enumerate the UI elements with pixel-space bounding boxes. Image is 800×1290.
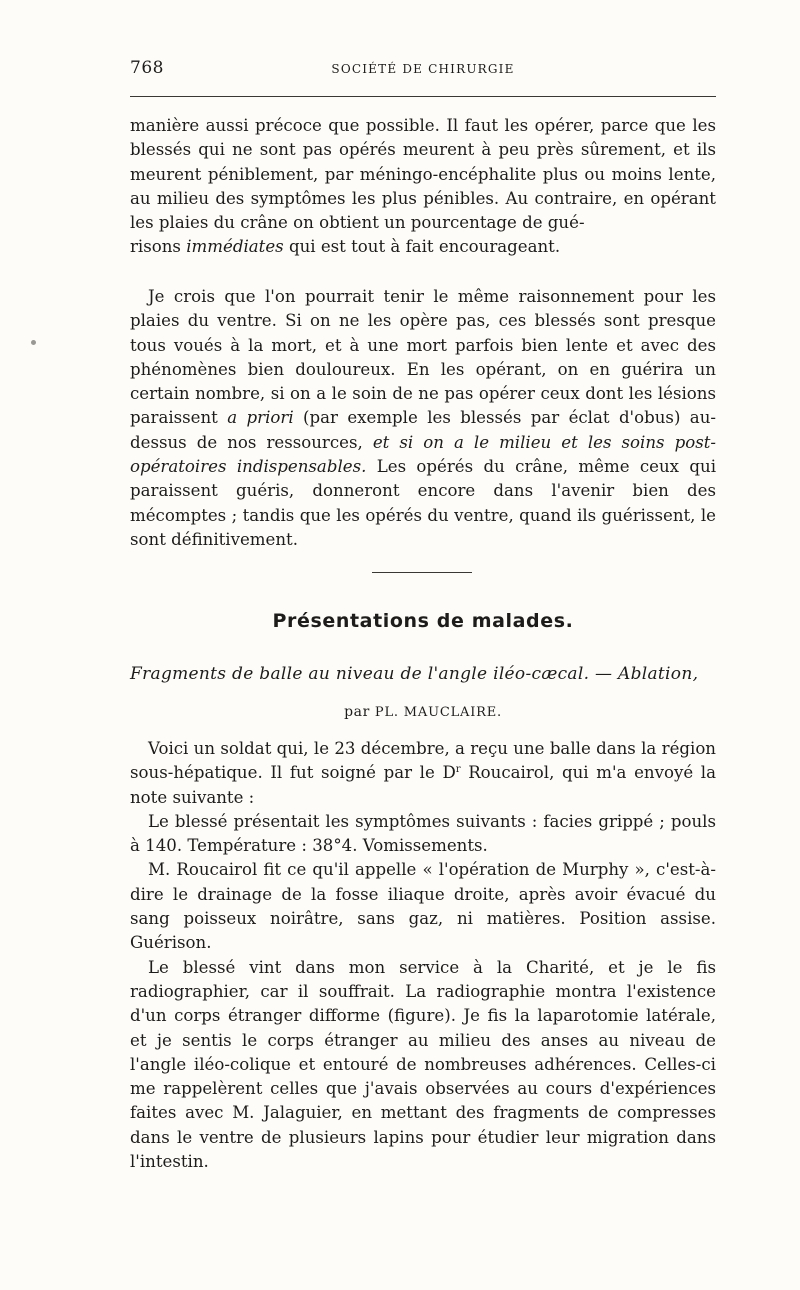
paragraph-1-text	[130, 114, 716, 260]
running-header	[130, 58, 716, 86]
p1-line-6b: qui est tout à fait encourageant.	[283, 237, 561, 257]
header-rule	[130, 96, 716, 97]
p2-text-3: Les opérés du crâne, même ceux qui paraissent guéris, donneront encore dans l'avenir bien des mécomptes ; tandis que les opérés du ventre, quand ils guérissent, le sont définitivement.	[130, 457, 716, 549]
p2-italic-clause: et si on a le milieu et les soins post-opératoires indispensables.	[130, 432, 716, 477]
p1-italic-immediates: immédiates	[186, 237, 284, 257]
paragraph-2	[130, 285, 716, 552]
paragraph-5: M. Roucairol fit ce qu'il appelle « l'opération de Murphy », c'est-à-dire le drainage de la fosse iliaque droite, après avoir évacué du sang poisseux noirâtre, sans gaz, ni matières. Position assise. Guérison.	[130, 860, 716, 953]
running-title: SOCIÉTÉ DE CHIRURGIE	[331, 62, 515, 76]
paragraph-2-text	[130, 285, 716, 552]
paragraph-6: Le blessé vint dans mon service à la Charité, et je le fis radiographier, car il souffrait. La radiographie montra l'existence d'un corps étranger difforme (figure). Je fis la laparotomie latérale, et je sentis le corps étranger au milieu des anses au niveau de l'angle iléo-colique et entouré de nombreuses adhérences. Celles-ci me rappelèrent celles que j'avais observées au cours d'expériences faites avec M. Jalaguier, en mettant des fragments de compresses dans le ventre de plusieurs lapins pour étudier leur migration dans l'intestin.	[130, 957, 716, 1172]
paragraph-3	[130, 737, 716, 810]
p2-text-2: (par exemple les blessés par éclat d'obus) au-dessus de nos ressources,	[130, 408, 716, 452]
byline	[130, 704, 716, 720]
p1-line-4: lente, au milieu des symptômes les plus pénibles. Au contraire,	[130, 164, 716, 208]
paragraph-4: Le blessé présentait les symptômes suivants : facies grippé ; pouls à 140. Température : 38°4. Vomissements.	[130, 811, 716, 856]
p1-line-5: en opérant les plaies du crâne on obtient un pourcentage de gué-	[130, 188, 716, 233]
p3-text-2: Roucairol, qui m'a envoyé la note suivante :	[130, 763, 717, 807]
p2-text-1: Je crois que l'on pourrait tenir le même raisonnement pour les plaies du ventre. Si on ne les opère pas, ces blessés sont presque tous voués à la mort, et à une mort parfois bien lente et avec des phénomènes bien douloureux. En les opérant, on en guérira un certain nombre, si on a le soin de ne pas opérer ceux dont les lésions paraissent	[130, 287, 716, 428]
page-number: 768	[130, 58, 164, 78]
article-body	[130, 737, 716, 1174]
p3-text-1: Voici un soldat qui, le 23 décembre, a reçu une balle dans la région sous-hépatique. Il fut soigné par le D	[130, 739, 716, 783]
p1-line-2: les blessés qui ne sont pas opérés meurent à peu près sûrement, et	[130, 116, 717, 160]
p1-line-6a: risons	[130, 237, 187, 257]
p1-line-1: manière aussi précoce que possible. Il faut les opérer, parce que	[130, 116, 686, 135]
p2-italic-a-priori: a priori	[227, 408, 294, 428]
section-separator-rule	[372, 572, 472, 573]
byline-prefix: par	[344, 704, 375, 720]
article-title: Fragments de balle au niveau de l'angle iléo-cæcal. — Ablation,	[130, 664, 699, 684]
margin-speck	[31, 340, 36, 345]
author-name: PL. MAUCLAIRE.	[374, 705, 502, 720]
p3-sup: r	[455, 764, 461, 776]
paragraph-1	[130, 114, 716, 260]
section-heading: Présentations de malades.	[272, 610, 574, 632]
p1-line-3: ils meurent péniblement, par méningo-encéphalite plus ou moins	[130, 140, 716, 184]
